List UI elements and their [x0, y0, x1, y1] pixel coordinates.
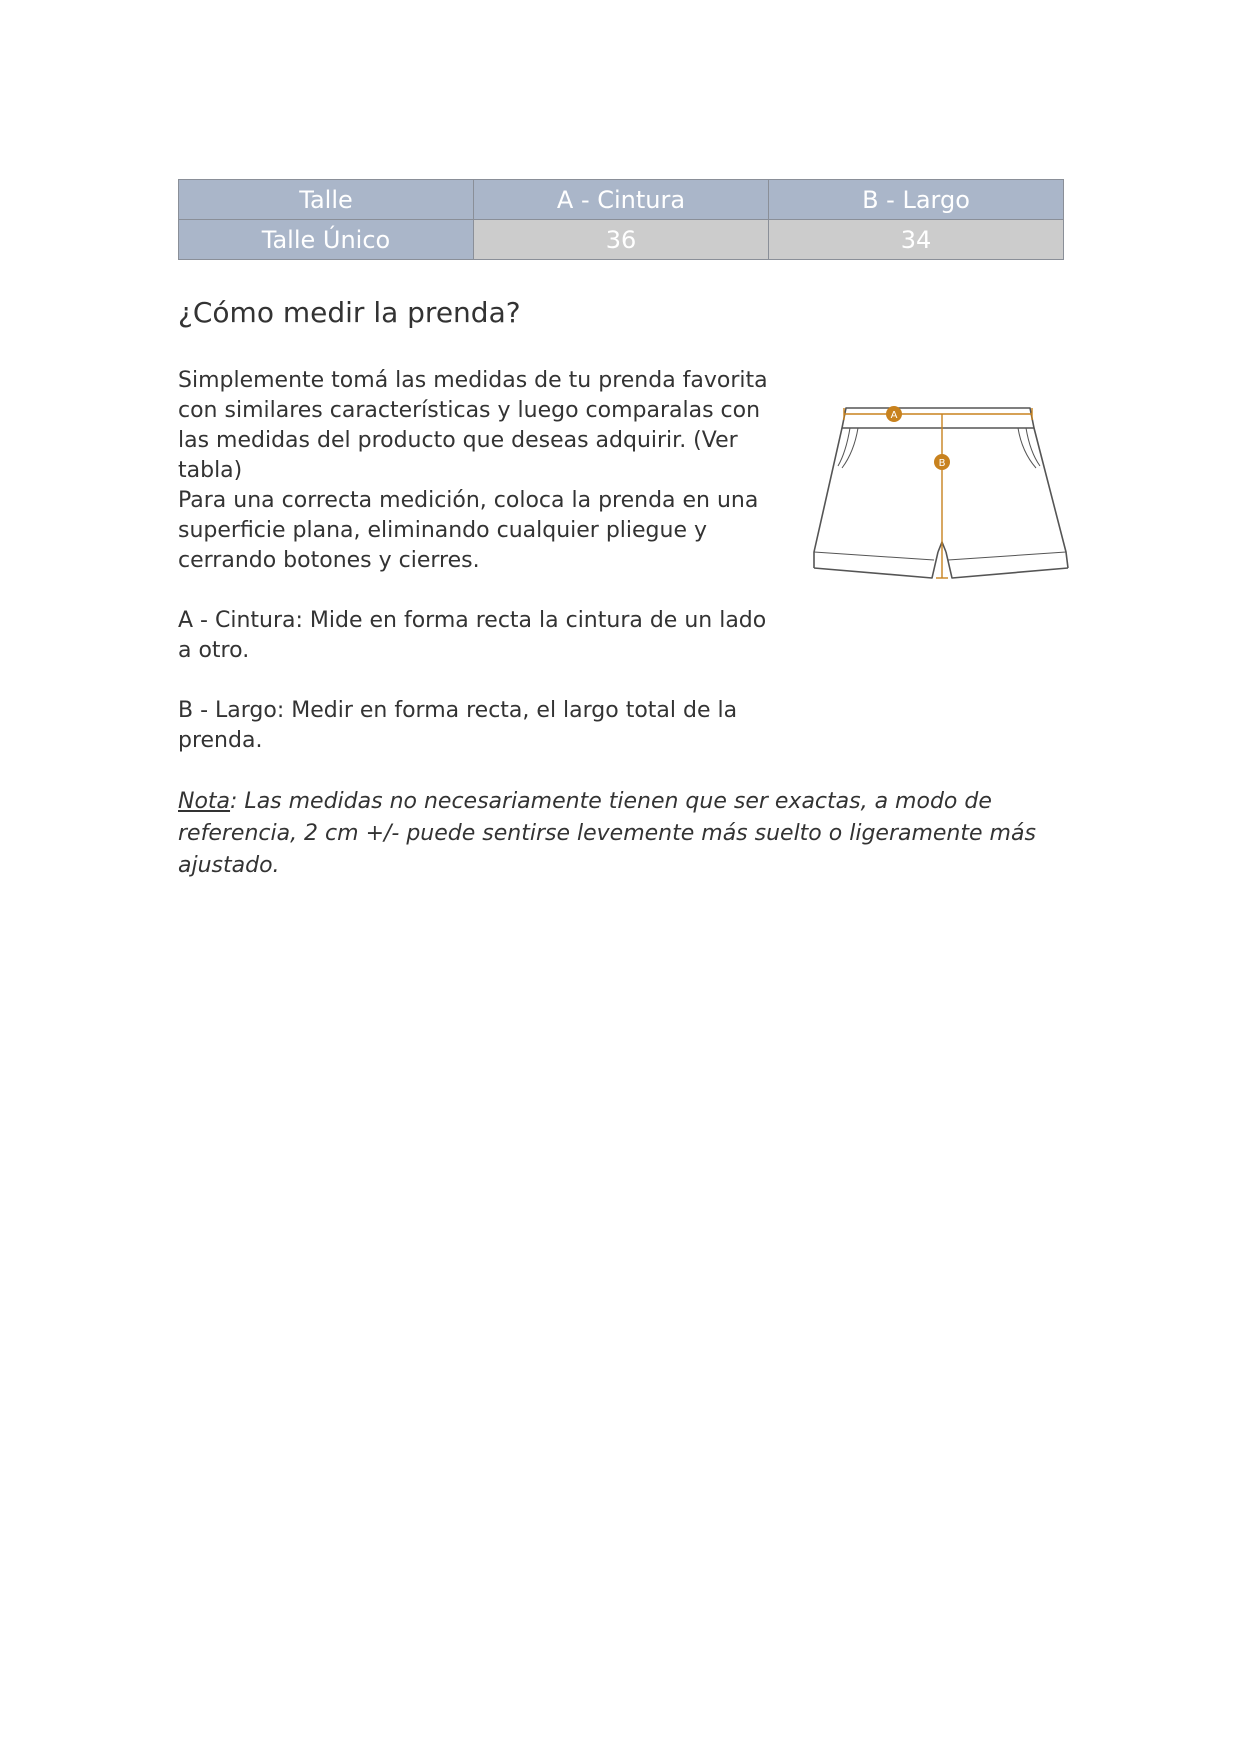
shorts-diagram	[808, 392, 1074, 592]
marker-a-label: A	[890, 410, 898, 421]
size-table-row	[179, 220, 1064, 260]
note-label: Nota	[178, 789, 231, 814]
marker-a	[886, 406, 902, 422]
cell-talle: Talle Único	[179, 220, 474, 260]
paragraph-instructions: Para una correcta medición, coloca la prenda en una superficie plana, eliminando cualquier pliegue y cerrando botones y cierres.	[178, 488, 759, 573]
marker-b-label: B	[938, 458, 946, 469]
paragraph-cintura: A - Cintura: Mide en forma recta la cintura de un lado a otro.	[178, 608, 767, 663]
note-text: : Las medidas no necesariamente tienen que ser exactas, a modo de referencia, 2 cm +/- puede sentirse levemente más suelto o ligeramente más ajustado.	[178, 789, 1036, 878]
cell-largo: 34	[769, 220, 1064, 260]
section-heading: ¿Cómo medir la prenda?	[178, 296, 521, 329]
note	[178, 786, 1064, 882]
header-cintura: A - Cintura	[474, 180, 769, 220]
header-largo: B - Largo	[769, 180, 1064, 220]
shorts-outline	[814, 408, 1068, 578]
marker-b	[934, 454, 950, 470]
paragraph-intro: Simplemente tomá las medidas de tu prenda favorita con similares características y luego comparalas con las medidas del producto que deseas adquirir. (Ver tabla)	[178, 368, 768, 483]
size-table	[178, 179, 1064, 260]
cell-cintura: 36	[474, 220, 769, 260]
size-table-header-row	[179, 180, 1064, 220]
paragraph-largo: B - Largo: Medir en forma recta, el largo total de la prenda.	[178, 698, 738, 753]
waist-measure-line	[844, 408, 1032, 420]
header-talle: Talle	[179, 180, 474, 220]
